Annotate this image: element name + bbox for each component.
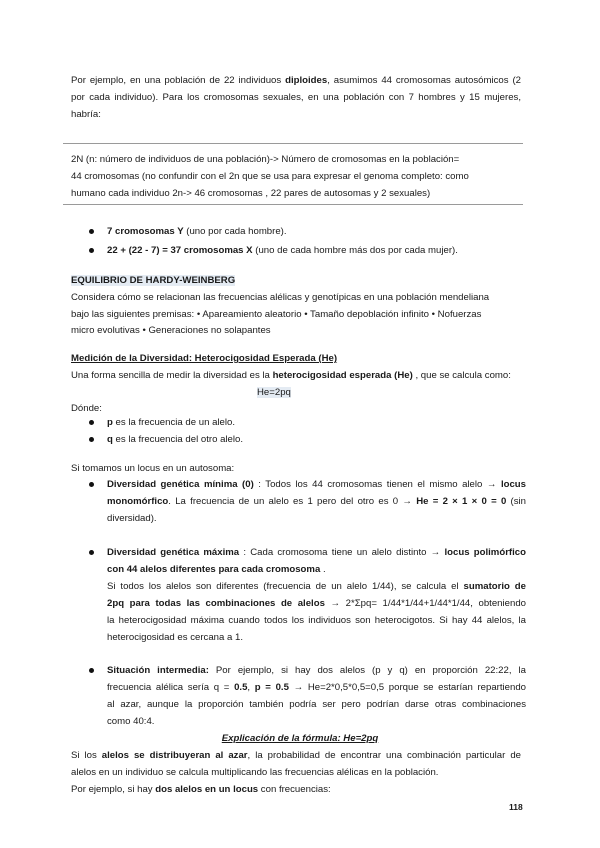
list-item-text: (uno de cada hombre más dos por cada mujer). — [252, 245, 458, 256]
case-min-title: Diversidad genética mínima (0) — [107, 479, 254, 490]
bullet-icon — [89, 437, 94, 442]
case-max-line-6: heterocigosidad es cercana a 1. — [107, 632, 243, 643]
case-min-text: : Todos los 44 cromosomas tienen el mismo alelo → — [253, 479, 501, 490]
list-item-bold: p — [107, 417, 113, 428]
intro-text: , asumimos 44 cromosomas autosómicos (2 — [327, 75, 521, 86]
diversity-bold: heterocigosidad esperada (He) — [272, 370, 413, 381]
explanation-line-2: alelos en un individuo se calcula multiplicando las frecuencias alélicas en la población. — [71, 767, 439, 778]
diversity-heading — [71, 350, 521, 367]
case-max-text: : Cada cromosoma tiene un alelo distinto → — [239, 547, 445, 558]
page-number: 118 — [509, 802, 523, 812]
note-line-2: 44 cromosomas (no confundir con el 2n que se usa para expresar el genoma completo: como — [71, 171, 469, 182]
donde-label: Dónde: — [71, 403, 102, 414]
case-mid-bold: 0.5 — [234, 682, 248, 693]
diversity-line-1 — [71, 367, 521, 384]
list-item-bold: q — [107, 434, 113, 445]
hw-title: EQUILIBRIO DE HARDY-WEINBERG — [71, 275, 236, 286]
list-item — [107, 223, 557, 240]
explanation-line-3 — [71, 781, 521, 798]
case-min-line-1 — [107, 476, 526, 493]
case-max-text: → 2*Σpq= 1/44*1/44+1/44*1/44, obteniendo — [324, 598, 526, 609]
note-line-3: humano cada individuo 2n-> 46 cromosomas , 22 pares de autosomas y 2 sexuales) — [71, 188, 431, 199]
case-mid-line-1 — [107, 662, 526, 679]
locus-intro: Si tomamos un locus en un autosoma: — [71, 463, 235, 474]
case-min-text: . La frecuencia de un alelo es 1 pero del otro es 0 → — [168, 496, 417, 507]
explanation-title: Explicación de la fórmula: He=2pq — [221, 733, 379, 744]
list-item-text: (uno por cada hombre). — [183, 226, 287, 237]
case-mid-line-4: como 40:4. — [107, 716, 155, 727]
explanation-text: Por ejemplo, si hay — [71, 784, 156, 795]
list-item-text: es la frecuencia del otro alelo. — [112, 434, 243, 445]
note-bottom-rule — [63, 204, 523, 205]
explanation-bold: alelos se distribuyeran al azar — [101, 750, 248, 761]
case-max-line-1 — [107, 544, 526, 561]
hw-heading — [71, 272, 521, 289]
intro-line-2: por cada individuo). Para los cromosomas sexuales, en una población con 7 hombres y 15 mujeres, — [71, 92, 521, 103]
diversity-text: , que se calcula como: — [412, 370, 511, 381]
case-min-formula: He = 2 × 1 × 0 = 0 — [416, 496, 507, 507]
bullet-icon — [89, 668, 94, 673]
case-min-text: (sin — [506, 496, 527, 507]
list-item-bold: 22 + (22 - 7) = 37 cromosomas X — [107, 245, 253, 256]
case-max-bold: con 44 alelos diferentes para cada cromosoma — [107, 564, 321, 575]
hw-line-3: micro evolutivas • Generaciones no solapantes — [71, 325, 271, 336]
intro-line-1 — [71, 72, 521, 89]
intro-text: Por ejemplo, en una población de 22 individuos — [71, 75, 286, 86]
diversity-title: Medición de la Diversidad: Heterocigosidad Esperada (He) — [71, 353, 338, 364]
case-max-bold: 2pq para todas las combinaciones de alelos — [107, 598, 325, 609]
case-min-bold: locus — [500, 479, 526, 490]
case-mid-line-2 — [107, 679, 526, 696]
hw-line-2: bajo las siguientes premisas: • Apareamiento aleatorio • Tamaño depoblación infinito • Nofuerzas — [71, 309, 482, 320]
note-top-rule — [63, 143, 523, 144]
case-max-line-5: la heterocigosidad máxima cuando todos los individuos son heterocigotos. Si hay 44 alelos, la — [107, 615, 526, 626]
explanation-text: Si los — [71, 750, 102, 761]
case-max-line-2 — [107, 561, 557, 578]
bullet-icon — [89, 229, 94, 234]
list-item — [107, 242, 557, 259]
bullet-icon — [89, 248, 94, 253]
case-mid-text: , — [247, 682, 255, 693]
explanation-text: , la probabilidad de encontrar una combinación particular de — [247, 750, 521, 761]
case-mid-text: Por ejemplo, si hay dos alelos (p y q) en proporción 22:22, la — [208, 665, 526, 676]
case-max-line-4 — [107, 595, 526, 612]
case-max-text: . — [320, 564, 326, 575]
explanation-line-1 — [71, 747, 521, 764]
case-max-bold: locus polimórfico — [444, 547, 526, 558]
case-min-line-3: diversidad). — [107, 513, 157, 524]
case-max-bold: sumatorio de — [463, 581, 526, 592]
case-max-title: Diversidad genética máxima — [107, 547, 240, 558]
case-mid-title: Situación intermedia: — [107, 665, 209, 676]
list-item-text: es la frecuencia de un alelo. — [112, 417, 236, 428]
case-mid-bold: p = 0.5 — [254, 682, 289, 693]
intro-line-3: habría: — [71, 109, 101, 120]
case-mid-text: → He=2*0,5*0,5=0,5 porque se estarían repartiendo — [288, 682, 526, 693]
list-item-bold: 7 cromosomas Y — [107, 226, 184, 237]
list-item — [107, 431, 557, 448]
intro-bold: diploides — [285, 75, 328, 86]
list-item — [107, 414, 557, 431]
hw-line-1: Considera cómo se relacionan las frecuencias alélicas y genotípicas en una población mendeliana — [71, 292, 490, 303]
case-mid-line-3: al azar, aunque la proporción también podría ser pero podrían darse otras combinaciones — [107, 699, 526, 710]
case-min-line-2 — [107, 493, 526, 510]
note-line-1: 2N (n: número de individuos de una población)-> Número de cromosomas en la población= — [71, 154, 460, 165]
bullet-icon — [89, 482, 94, 487]
formula-text: He=2pq — [257, 387, 291, 398]
case-max-line-3 — [107, 578, 526, 595]
case-min-bold: monomórfico — [107, 496, 169, 507]
case-max-text: Si todos los alelos son diferentes (frecuencia de un alelo 1/44), se calcula el — [107, 581, 464, 592]
explanation-text: con frecuencias: — [258, 784, 331, 795]
diversity-text: Una forma sencilla de medir la diversidad es la — [71, 370, 273, 381]
bullet-icon — [89, 420, 94, 425]
explanation-bold: dos alelos en un locus — [155, 784, 259, 795]
bullet-icon — [89, 550, 94, 555]
formula-he — [254, 384, 294, 401]
explanation-heading — [0, 730, 600, 747]
case-mid-text: frecuencia alélica sería q = — [107, 682, 235, 693]
